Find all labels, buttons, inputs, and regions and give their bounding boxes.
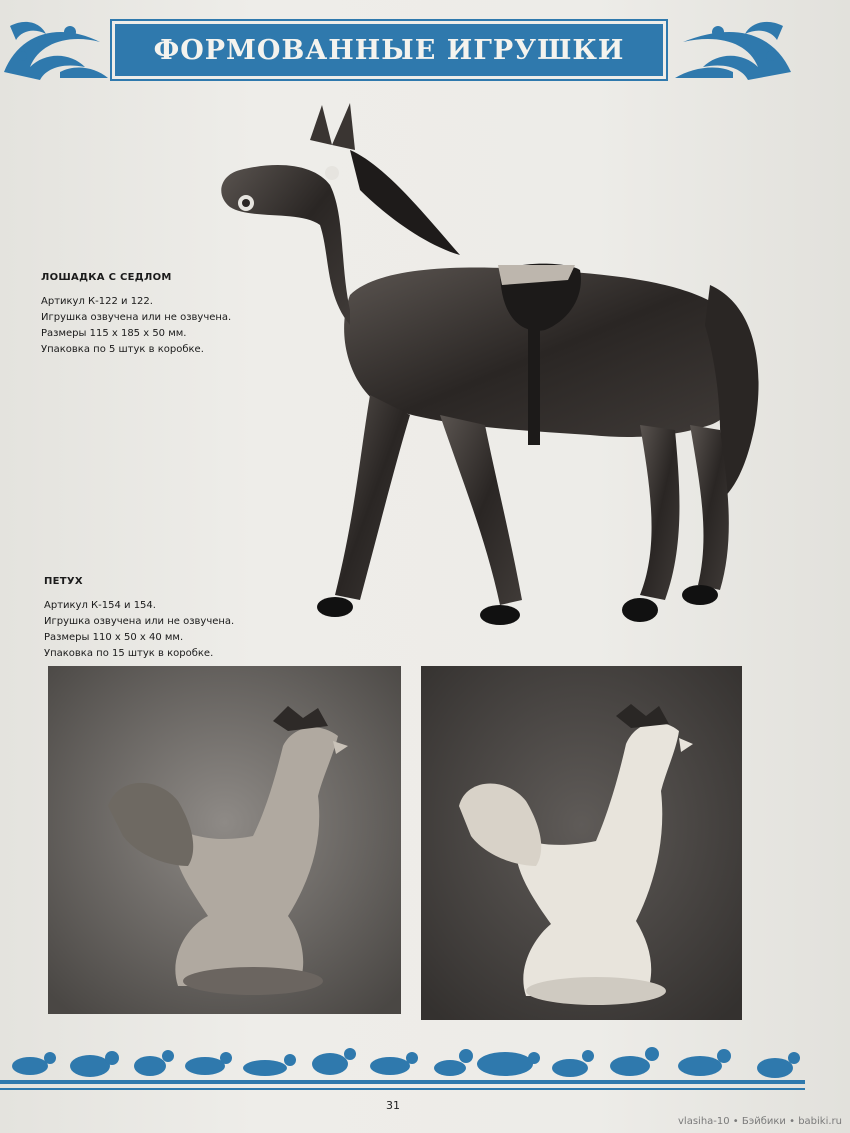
horse-sound: Игрушка озвучена или не озвучена.: [41, 312, 232, 323]
rooster-toy-photo-painted: [48, 666, 401, 1014]
horse-article: Артикул К-122 и 122.: [41, 296, 153, 307]
page-title-banner: [112, 21, 666, 79]
page-number: 31: [386, 1099, 400, 1112]
horse-toy-photo: [210, 95, 770, 635]
right-floral-ornament: [663, 12, 795, 84]
animal-frieze-ornament: [0, 1036, 850, 1096]
rooster-sound: Игрушка озвучена или не озвучена.: [44, 616, 235, 627]
rooster-article: Артикул К-154 и 154.: [44, 600, 156, 611]
horse-packing: Упаковка по 5 штук в коробке.: [41, 344, 204, 355]
horse-size: Размеры 115 x 185 x 50 мм.: [41, 328, 187, 339]
source-watermark: vlasiha-10 • Бэйбики • babiki.ru: [678, 1116, 842, 1127]
rooster-description: [44, 574, 234, 662]
horse-heading: ЛОШАДКА С СЕДЛОМ: [41, 272, 172, 283]
page-title: ФОРМОВАННЫЕ ИГРУШКИ: [153, 34, 625, 66]
rooster-toy-photo-white: [421, 666, 742, 1020]
rooster-size: Размеры 110 x 50 x 40 мм.: [44, 632, 184, 643]
horse-description: [41, 270, 231, 358]
rooster-heading: ПЕТУХ: [44, 576, 83, 587]
left-floral-ornament: [0, 12, 112, 84]
rooster-packing: Упаковка по 15 штук в коробке.: [44, 648, 214, 659]
